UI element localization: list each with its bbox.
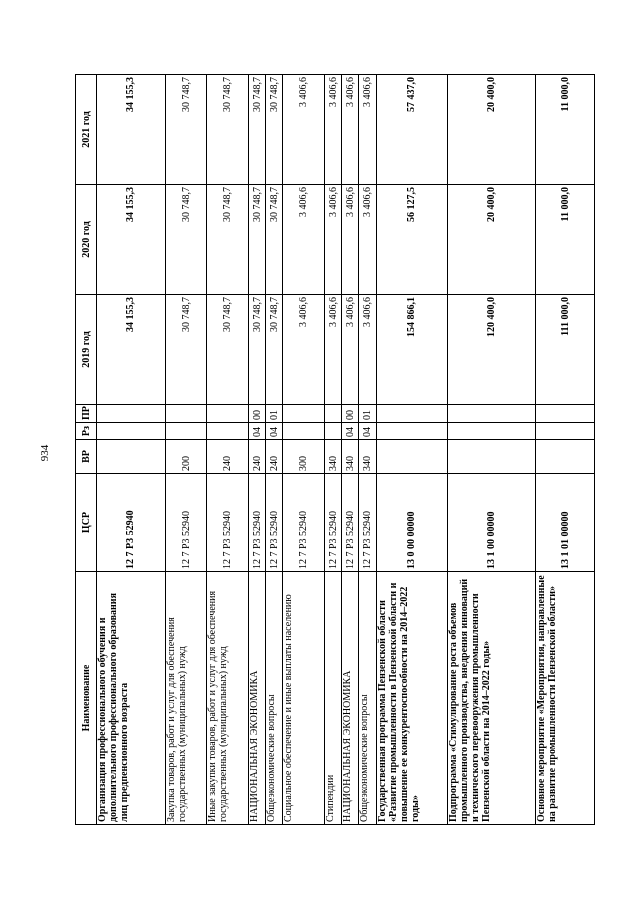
row-name: Подпрограмма «Стимулирование роста объемов промышленного производства, внедрения инноваций и технического перевооружения промышленности Пензенской области на 2014–2022 годы» xyxy=(447,572,535,825)
row-value-2021: 30 748,7 xyxy=(249,75,266,185)
row-value-2021: 3 406,6 xyxy=(342,75,359,185)
table-row xyxy=(376,75,447,825)
table-row xyxy=(283,75,325,825)
table-row xyxy=(165,75,207,825)
row-rz xyxy=(325,423,342,440)
row-value-2020: 11 000,0 xyxy=(536,185,595,295)
row-rz xyxy=(207,423,249,440)
row-value-2020: 3 406,6 xyxy=(359,185,376,295)
row-value-2020: 30 748,7 xyxy=(165,185,207,295)
row-value-2019: 30 748,7 xyxy=(165,295,207,405)
row-value-2021: 34 155,3 xyxy=(97,75,166,185)
row-value-2021: 57 437,0 xyxy=(376,75,447,185)
row-value-2021: 3 406,6 xyxy=(359,75,376,185)
table-body xyxy=(97,75,595,825)
col-header-2021: 2021 год xyxy=(76,75,97,185)
row-value-2021: 20 400,0 xyxy=(447,75,535,185)
row-name: НАЦИОНАЛЬНАЯ ЭКОНОМИКА xyxy=(249,572,266,825)
row-vr: 340 xyxy=(359,440,376,474)
table-row xyxy=(342,75,359,825)
row-name: Социальное обеспечение и иные выплаты населению xyxy=(283,572,325,825)
row-value-2019: 120 400,0 xyxy=(447,295,535,405)
row-rz xyxy=(376,423,447,440)
row-vr: 300 xyxy=(283,440,325,474)
row-name: Организация профессионального обучения и дополнительного профессионального образования лиц предпенсионного возраста xyxy=(97,572,166,825)
row-value-2020: 3 406,6 xyxy=(342,185,359,295)
row-pr: 01 xyxy=(359,405,376,423)
table-row xyxy=(266,75,283,825)
row-value-2021: 30 748,7 xyxy=(207,75,249,185)
row-value-2019: 3 406,6 xyxy=(359,295,376,405)
row-rz xyxy=(283,423,325,440)
row-value-2020: 34 155,3 xyxy=(97,185,166,295)
row-csr: 12 7 P3 52940 xyxy=(207,474,249,572)
table-row xyxy=(249,75,266,825)
row-csr: 12 7 P3 52940 xyxy=(283,474,325,572)
row-value-2021: 3 406,6 xyxy=(325,75,342,185)
row-vr: 240 xyxy=(249,440,266,474)
table-row xyxy=(97,75,166,825)
col-header-vr: ВР xyxy=(76,440,97,474)
row-pr xyxy=(207,405,249,423)
row-value-2021: 3 406,6 xyxy=(283,75,325,185)
col-header-pr: ПР xyxy=(76,405,97,423)
row-name: Закупка товаров, работ и услуг для обеспечения государственных (муниципальных) нужд xyxy=(165,572,207,825)
row-value-2019: 30 748,7 xyxy=(266,295,283,405)
row-value-2019: 3 406,6 xyxy=(283,295,325,405)
row-csr: 12 7 P3 52940 xyxy=(165,474,207,572)
page-number: 934 xyxy=(39,444,51,462)
row-pr: 00 xyxy=(342,405,359,423)
row-value-2021: 11 000,0 xyxy=(536,75,595,185)
table-row xyxy=(447,75,535,825)
row-name: Общеэкономические вопросы xyxy=(359,572,376,825)
row-name: Стипендии xyxy=(325,572,342,825)
row-csr: 12 7 P3 52940 xyxy=(249,474,266,572)
row-rz: 04 xyxy=(359,423,376,440)
row-pr xyxy=(283,405,325,423)
row-value-2019: 154 866,1 xyxy=(376,295,447,405)
row-vr xyxy=(536,440,595,474)
budget-table xyxy=(75,74,595,825)
row-csr: 13 1 01 00000 xyxy=(536,474,595,572)
row-vr: 200 xyxy=(165,440,207,474)
rotated-table-container xyxy=(75,75,595,825)
table-row xyxy=(207,75,249,825)
row-value-2021: 30 748,7 xyxy=(266,75,283,185)
header-row xyxy=(76,75,97,825)
row-vr: 240 xyxy=(207,440,249,474)
row-vr xyxy=(447,440,535,474)
row-value-2019: 30 748,7 xyxy=(207,295,249,405)
row-vr xyxy=(97,440,166,474)
row-csr: 12 7 P3 52940 xyxy=(359,474,376,572)
row-rz xyxy=(165,423,207,440)
row-pr xyxy=(447,405,535,423)
row-vr: 240 xyxy=(266,440,283,474)
row-vr: 340 xyxy=(325,440,342,474)
row-pr xyxy=(165,405,207,423)
table-row xyxy=(325,75,342,825)
row-pr xyxy=(325,405,342,423)
row-csr: 12 7 P3 52940 xyxy=(342,474,359,572)
row-rz: 04 xyxy=(342,423,359,440)
row-value-2021: 30 748,7 xyxy=(165,75,207,185)
row-vr xyxy=(376,440,447,474)
row-pr xyxy=(376,405,447,423)
row-pr: 01 xyxy=(266,405,283,423)
row-csr: 13 0 00 00000 xyxy=(376,474,447,572)
row-rz xyxy=(536,423,595,440)
col-header-2020: 2020 год xyxy=(76,185,97,295)
row-name: Государственная программа Пензенской области «Развитие промышленности в Пензенской области и повышение ее конкурентоспособности на 2014–2022 годы» xyxy=(376,572,447,825)
row-csr: 13 1 00 00000 xyxy=(447,474,535,572)
row-value-2019: 3 406,6 xyxy=(325,295,342,405)
row-name: Иные закупки товаров, работ и услуг для обеспечения государственных (муниципальных) нужд xyxy=(207,572,249,825)
col-header-csr: ЦСР xyxy=(76,474,97,572)
row-value-2020: 56 127,5 xyxy=(376,185,447,295)
row-rz: 04 xyxy=(266,423,283,440)
row-name: НАЦИОНАЛЬНАЯ ЭКОНОМИКА xyxy=(342,572,359,825)
row-value-2019: 34 155,3 xyxy=(97,295,166,405)
row-pr xyxy=(536,405,595,423)
row-value-2020: 30 748,7 xyxy=(249,185,266,295)
col-header-rz: Рз xyxy=(76,423,97,440)
row-value-2020: 30 748,7 xyxy=(207,185,249,295)
row-csr: 12 7 P3 52940 xyxy=(97,474,166,572)
row-vr: 340 xyxy=(342,440,359,474)
row-name: Основное мероприятие «Мероприятия, направленные на развитие промышленности Пензенской области» xyxy=(536,572,595,825)
row-value-2020: 3 406,6 xyxy=(325,185,342,295)
row-value-2020: 3 406,6 xyxy=(283,185,325,295)
col-header-2019: 2019 год xyxy=(76,295,97,405)
row-rz xyxy=(97,423,166,440)
row-csr: 12 7 P3 52940 xyxy=(266,474,283,572)
row-rz: 04 xyxy=(249,423,266,440)
table-row xyxy=(536,75,595,825)
row-rz xyxy=(447,423,535,440)
row-value-2019: 3 406,6 xyxy=(342,295,359,405)
row-csr: 12 7 P3 52940 xyxy=(325,474,342,572)
row-value-2020: 30 748,7 xyxy=(266,185,283,295)
row-pr xyxy=(97,405,166,423)
table-row xyxy=(359,75,376,825)
row-pr: 00 xyxy=(249,405,266,423)
row-name: Общеэкономические вопросы xyxy=(266,572,283,825)
row-value-2019: 111 000,0 xyxy=(536,295,595,405)
col-header-name: Наименование xyxy=(76,572,97,825)
row-value-2019: 30 748,7 xyxy=(249,295,266,405)
row-value-2020: 20 400,0 xyxy=(447,185,535,295)
